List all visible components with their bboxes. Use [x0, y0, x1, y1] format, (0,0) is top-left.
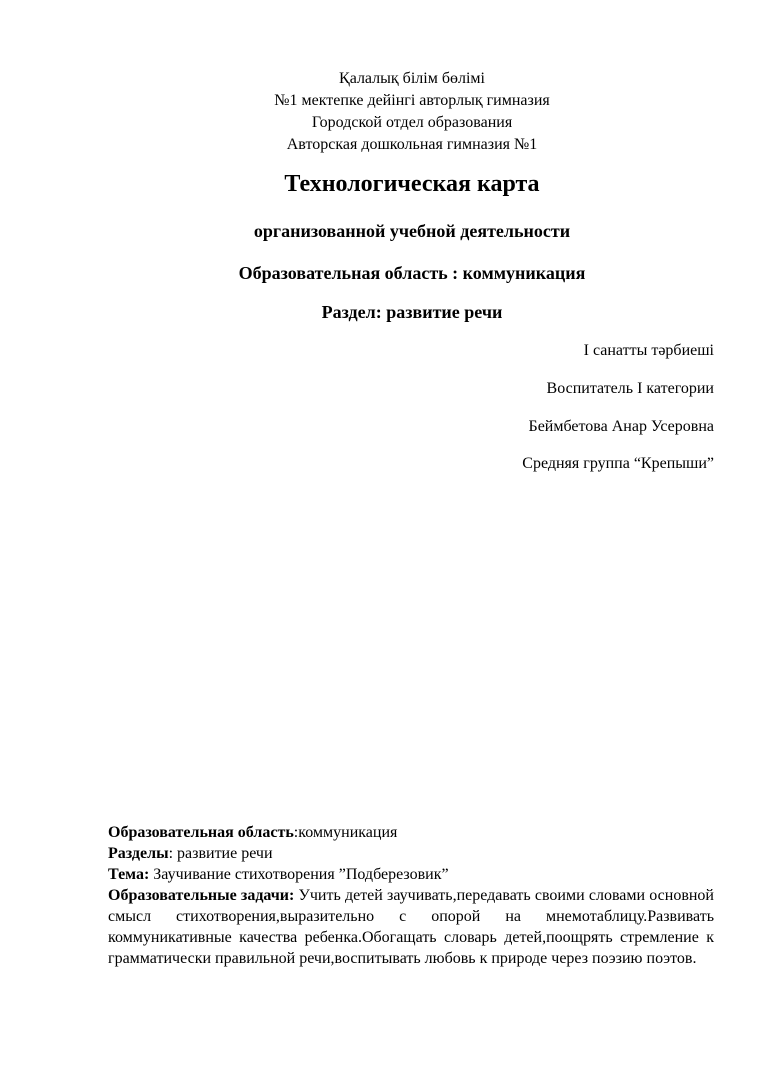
author-category-ru: Воспитатель I категории: [546, 380, 714, 397]
author-category-kz: I санатты тәрбиеші: [583, 342, 714, 359]
detail-topic-value: Заучивание стихотворения ”Подберезовик”: [149, 866, 449, 883]
subtitle-activity: организованной учебной деятельности: [253, 221, 571, 241]
header-line-gymnasium-ru: Авторская дошкольная гимназия №1: [286, 136, 538, 153]
detail-sections: [108, 843, 714, 864]
detail-area-label: Образовательная область: [108, 824, 294, 841]
detail-tasks-label: Образовательные задачи:: [108, 887, 295, 904]
header-line-gymnasium-kz: №1 мектепке дейінгі авторлық гимназия: [274, 92, 550, 109]
lesson-details: [108, 822, 714, 969]
header-block: [0, 68, 768, 156]
subtitle-area: Образовательная область : коммуникация: [238, 263, 586, 283]
author-name: Беймбетова Анар Усеровна: [528, 418, 714, 435]
author-group: Средняя группа “Крепыши”: [522, 455, 714, 472]
detail-sections-value: : развитие речи: [168, 845, 273, 862]
detail-sections-label: Разделы: [108, 845, 169, 862]
detail-tasks-value: Учить детей заучивать,передавать своими словами основной смысл стихотворения,выразительно с опорой на мнемотаблицу.Развивать коммуникативные качества ребенка.Обогащать словарь детей,поощрять стремление к грамматически правильной речи,воспитывать любовь к природе через поэзию поэтов.: [108, 887, 714, 967]
detail-area-value: :коммуникация: [293, 824, 398, 841]
detail-area: [108, 822, 714, 843]
document-title: Технологическая карта: [284, 171, 540, 197]
header-line-department-ru: Городской отдел образования: [311, 114, 513, 131]
detail-topic: [108, 864, 714, 885]
detail-tasks: [108, 885, 714, 969]
subtitle-section: Раздел: развитие речи: [321, 302, 503, 322]
header-line-department-kz: Қалалық білім бөлімі: [339, 70, 485, 87]
detail-topic-label: Тема:: [108, 866, 150, 883]
